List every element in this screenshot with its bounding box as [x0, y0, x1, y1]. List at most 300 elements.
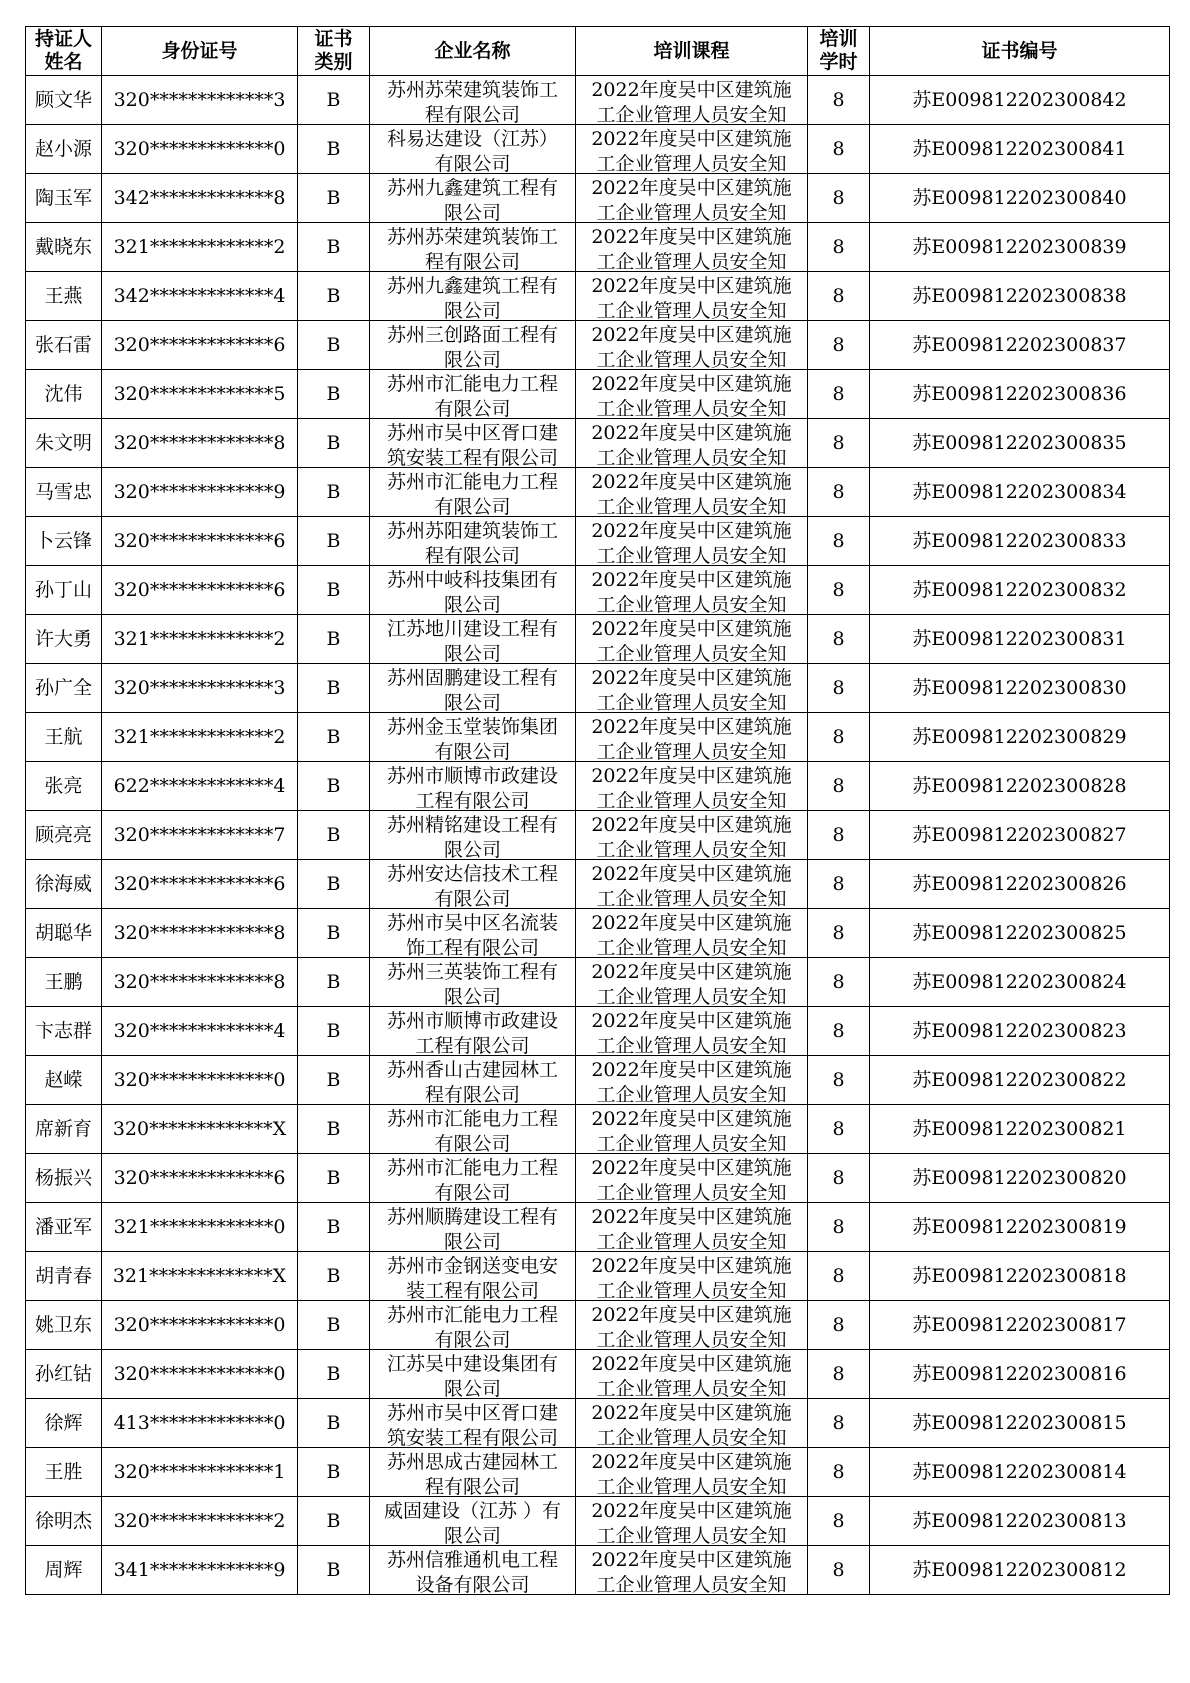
table-row [26, 1252, 1170, 1301]
course-line-1: 2022年度吴中区建筑施 [591, 372, 792, 395]
company-cell [370, 1399, 576, 1448]
company-line-1: 苏州市汇能电力工程 [386, 1107, 558, 1130]
course-line-1: 2022年度吴中区建筑施 [591, 960, 792, 983]
company-cell [370, 615, 576, 664]
hours-cell: 8 [808, 860, 870, 909]
company-cell [370, 664, 576, 713]
id-number-cell: 342*************4 [102, 272, 298, 321]
course-line-1: 2022年度吴中区建筑施 [591, 666, 792, 689]
company-line-2: 筑安装工程有限公司 [386, 446, 558, 467]
course-line-2: 工企业管理人员安全知 [596, 299, 787, 320]
hours-cell: 8 [808, 958, 870, 1007]
id-number-cell: 320*************3 [102, 664, 298, 713]
cert-type-cell: B [298, 223, 370, 272]
hours-cell: 8 [808, 909, 870, 958]
course-line-2: 工企业管理人员安全知 [596, 838, 787, 859]
cert-number-cell: 苏E009812202300828 [870, 762, 1170, 811]
holder-name-cell: 周辉 [26, 1546, 102, 1595]
table-row [26, 811, 1170, 860]
table-row [26, 713, 1170, 762]
cert-type-cell: B [298, 713, 370, 762]
course-cell [576, 1203, 808, 1252]
id-number-cell: 320*************6 [102, 321, 298, 370]
company-line-2: 程有限公司 [424, 103, 520, 124]
company-line-2: 有限公司 [434, 740, 511, 761]
table-row [26, 370, 1170, 419]
company-cell [370, 1546, 576, 1595]
course-line-1: 2022年度吴中区建筑施 [591, 715, 792, 738]
course-line-1: 2022年度吴中区建筑施 [591, 1548, 792, 1571]
hours-cell: 8 [808, 1301, 870, 1350]
cert-number-cell: 苏E009812202300821 [870, 1105, 1170, 1154]
holder-name-cell: 戴晓东 [26, 223, 102, 272]
id-number-cell: 320*************0 [102, 1301, 298, 1350]
company-line-1: 威固建设（江苏 ）有 [383, 1499, 562, 1522]
cert-type-cell: B [298, 811, 370, 860]
course-cell [576, 174, 808, 223]
company-cell [370, 1301, 576, 1350]
holder-name-cell: 姚卫东 [26, 1301, 102, 1350]
table-row [26, 1399, 1170, 1448]
hours-cell: 8 [808, 517, 870, 566]
id-number-cell: 320*************2 [102, 1497, 298, 1546]
company-line-1: 苏州固鹏建设工程有 [386, 666, 558, 689]
course-line-2: 工企业管理人员安全知 [596, 691, 787, 712]
id-number-cell: 321*************0 [102, 1203, 298, 1252]
company-cell [370, 909, 576, 958]
course-line-2: 工企业管理人员安全知 [596, 1181, 787, 1202]
company-line-2: 限公司 [443, 593, 501, 614]
table-row [26, 517, 1170, 566]
company-line-1: 苏州市汇能电力工程 [386, 1303, 558, 1326]
header-cert-type: 证书 类别 [298, 27, 370, 76]
company-cell [370, 1497, 576, 1546]
hours-cell: 8 [808, 1252, 870, 1301]
company-line-2: 有限公司 [434, 1181, 511, 1202]
company-line-1: 苏州市汇能电力工程 [386, 372, 558, 395]
course-line-2: 工企业管理人员安全知 [596, 985, 787, 1006]
cert-type-cell: B [298, 1399, 370, 1448]
hours-cell: 8 [808, 713, 870, 762]
course-cell [576, 419, 808, 468]
company-cell [370, 272, 576, 321]
id-number-cell: 320*************7 [102, 811, 298, 860]
cert-type-cell: B [298, 909, 370, 958]
id-number-cell: 320*************6 [102, 566, 298, 615]
holder-name-cell: 王胜 [26, 1448, 102, 1497]
id-number-cell: 320*************3 [102, 76, 298, 125]
hours-cell: 8 [808, 76, 870, 125]
table-row [26, 1203, 1170, 1252]
id-number-cell: 320*************0 [102, 125, 298, 174]
hours-cell: 8 [808, 1056, 870, 1105]
company-line-2: 工程有限公司 [415, 1034, 530, 1055]
hours-cell: 8 [808, 468, 870, 517]
company-line-1: 苏州市吴中区胥口建 [386, 421, 558, 444]
cert-type-cell: B [298, 1350, 370, 1399]
company-cell [370, 958, 576, 1007]
table-row [26, 1301, 1170, 1350]
course-cell [576, 1056, 808, 1105]
course-line-2: 工企业管理人员安全知 [596, 1083, 787, 1104]
course-cell [576, 223, 808, 272]
header-id-number: 身份证号 [102, 27, 298, 76]
table-row [26, 272, 1170, 321]
course-line-1: 2022年度吴中区建筑施 [591, 127, 792, 150]
cert-type-cell: B [298, 1056, 370, 1105]
company-line-2: 限公司 [443, 691, 501, 712]
header-hours: 培训 学时 [808, 27, 870, 76]
course-line-1: 2022年度吴中区建筑施 [591, 911, 792, 934]
company-line-2: 有限公司 [434, 887, 511, 908]
company-cell [370, 1154, 576, 1203]
course-line-2: 工企业管理人员安全知 [596, 544, 787, 565]
course-cell [576, 909, 808, 958]
company-cell [370, 223, 576, 272]
course-line-2: 工企业管理人员安全知 [596, 1230, 787, 1251]
hours-cell: 8 [808, 1007, 870, 1056]
company-line-2: 程有限公司 [424, 1083, 520, 1104]
cert-number-cell: 苏E009812202300814 [870, 1448, 1170, 1497]
company-cell [370, 419, 576, 468]
course-line-1: 2022年度吴中区建筑施 [591, 1450, 792, 1473]
company-line-1: 苏州金玉堂装饰集团 [386, 715, 558, 738]
course-cell [576, 860, 808, 909]
company-line-2: 有限公司 [434, 152, 511, 173]
company-line-1: 苏州三创路面工程有 [386, 323, 558, 346]
cert-type-cell: B [298, 1448, 370, 1497]
holder-name-cell: 孙广全 [26, 664, 102, 713]
cert-number-cell: 苏E009812202300826 [870, 860, 1170, 909]
course-cell [576, 1301, 808, 1350]
company-line-2: 限公司 [443, 299, 501, 320]
table-row [26, 321, 1170, 370]
course-line-2: 工企业管理人员安全知 [596, 1132, 787, 1153]
company-line-1: 苏州九鑫建筑工程有 [386, 274, 558, 297]
holder-name-cell: 张石雷 [26, 321, 102, 370]
id-number-cell: 320*************8 [102, 958, 298, 1007]
cert-type-cell: B [298, 174, 370, 223]
company-cell [370, 321, 576, 370]
hours-cell: 8 [808, 566, 870, 615]
company-line-1: 苏州苏阳建筑装饰工 [386, 519, 558, 542]
company-line-2: 程有限公司 [424, 544, 520, 565]
course-line-1: 2022年度吴中区建筑施 [591, 176, 792, 199]
course-line-2: 工企业管理人员安全知 [596, 1426, 787, 1447]
course-line-2: 工企业管理人员安全知 [596, 1475, 787, 1496]
course-line-1: 2022年度吴中区建筑施 [591, 1205, 792, 1228]
hours-cell: 8 [808, 1399, 870, 1448]
hours-cell: 8 [808, 762, 870, 811]
company-line-2: 饰工程有限公司 [405, 936, 539, 957]
id-number-cell: 320*************6 [102, 517, 298, 566]
course-line-2: 工企业管理人员安全知 [596, 250, 787, 271]
company-cell [370, 1252, 576, 1301]
course-cell [576, 1448, 808, 1497]
id-number-cell: 320*************6 [102, 1154, 298, 1203]
course-line-2: 工企业管理人员安全知 [596, 936, 787, 957]
company-cell [370, 860, 576, 909]
company-line-1: 苏州市顺博市政建设 [386, 1009, 558, 1032]
cert-type-cell: B [298, 76, 370, 125]
holder-name-cell: 卜云锋 [26, 517, 102, 566]
course-cell [576, 762, 808, 811]
course-line-1: 2022年度吴中区建筑施 [591, 568, 792, 591]
company-cell [370, 1105, 576, 1154]
table-row [26, 1448, 1170, 1497]
company-line-1: 苏州苏荣建筑装饰工 [386, 225, 558, 248]
holder-name-cell: 朱文明 [26, 419, 102, 468]
holder-name-cell: 卞志群 [26, 1007, 102, 1056]
company-line-2: 限公司 [443, 642, 501, 663]
course-line-2: 工企业管理人员安全知 [596, 446, 787, 467]
cert-number-cell: 苏E009812202300836 [870, 370, 1170, 419]
course-cell [576, 76, 808, 125]
header-course: 培训课程 [576, 27, 808, 76]
table-row [26, 1350, 1170, 1399]
cert-type-cell: B [298, 860, 370, 909]
id-number-cell: 320*************5 [102, 370, 298, 419]
holder-name-cell: 潘亚军 [26, 1203, 102, 1252]
course-cell [576, 272, 808, 321]
table-row [26, 664, 1170, 713]
course-cell [576, 321, 808, 370]
table-row [26, 125, 1170, 174]
cert-number-cell: 苏E009812202300837 [870, 321, 1170, 370]
company-line-2: 限公司 [443, 1524, 501, 1545]
table-row [26, 76, 1170, 125]
company-line-1: 苏州顺腾建设工程有 [386, 1205, 558, 1228]
course-line-2: 工企业管理人员安全知 [596, 642, 787, 663]
cert-number-cell: 苏E009812202300818 [870, 1252, 1170, 1301]
cert-number-cell: 苏E009812202300815 [870, 1399, 1170, 1448]
company-line-1: 苏州信雅通机电工程 [386, 1548, 558, 1571]
cert-number-cell: 苏E009812202300819 [870, 1203, 1170, 1252]
company-cell [370, 174, 576, 223]
table-row [26, 223, 1170, 272]
company-line-1: 苏州精铭建设工程有 [386, 813, 558, 836]
id-number-cell: 320*************9 [102, 468, 298, 517]
course-line-1: 2022年度吴中区建筑施 [591, 421, 792, 444]
course-line-1: 2022年度吴中区建筑施 [591, 1058, 792, 1081]
table-row [26, 1546, 1170, 1595]
cert-number-cell: 苏E009812202300840 [870, 174, 1170, 223]
course-line-1: 2022年度吴中区建筑施 [591, 519, 792, 542]
holder-name-cell: 徐辉 [26, 1399, 102, 1448]
holder-name-cell: 王燕 [26, 272, 102, 321]
holder-name-cell: 陶玉军 [26, 174, 102, 223]
company-line-2: 限公司 [443, 838, 501, 859]
cert-type-cell: B [298, 566, 370, 615]
company-line-2: 有限公司 [434, 397, 511, 418]
cert-number-cell: 苏E009812202300813 [870, 1497, 1170, 1546]
cert-type-cell: B [298, 468, 370, 517]
course-line-2: 工企业管理人员安全知 [596, 1573, 787, 1594]
table-row [26, 1105, 1170, 1154]
hours-cell: 8 [808, 370, 870, 419]
course-line-1: 2022年度吴中区建筑施 [591, 813, 792, 836]
company-cell [370, 76, 576, 125]
cert-number-cell: 苏E009812202300825 [870, 909, 1170, 958]
cert-number-cell: 苏E009812202300824 [870, 958, 1170, 1007]
cert-number-cell: 苏E009812202300822 [870, 1056, 1170, 1105]
cert-number-cell: 苏E009812202300827 [870, 811, 1170, 860]
hours-cell: 8 [808, 419, 870, 468]
course-line-1: 2022年度吴中区建筑施 [591, 1009, 792, 1032]
certificate-roster-table [25, 26, 1170, 1595]
company-line-1: 江苏地川建设工程有 [386, 617, 558, 640]
table-row [26, 860, 1170, 909]
course-cell [576, 468, 808, 517]
holder-name-cell: 杨振兴 [26, 1154, 102, 1203]
course-cell [576, 1546, 808, 1595]
id-number-cell: 320*************1 [102, 1448, 298, 1497]
holder-name-cell: 张亮 [26, 762, 102, 811]
company-cell [370, 811, 576, 860]
course-line-2: 工企业管理人员安全知 [596, 1524, 787, 1545]
cert-type-cell: B [298, 1154, 370, 1203]
holder-name-cell: 胡聪华 [26, 909, 102, 958]
table-row [26, 1497, 1170, 1546]
course-line-1: 2022年度吴中区建筑施 [591, 470, 792, 493]
cert-number-cell: 苏E009812202300830 [870, 664, 1170, 713]
cert-type-cell: B [298, 370, 370, 419]
course-line-1: 2022年度吴中区建筑施 [591, 225, 792, 248]
course-cell [576, 1252, 808, 1301]
company-line-1: 苏州思成古建园林工 [386, 1450, 558, 1473]
course-line-1: 2022年度吴中区建筑施 [591, 78, 792, 101]
course-line-2: 工企业管理人员安全知 [596, 887, 787, 908]
cert-number-cell: 苏E009812202300816 [870, 1350, 1170, 1399]
table-row [26, 1056, 1170, 1105]
cert-number-cell: 苏E009812202300831 [870, 615, 1170, 664]
company-line-2: 有限公司 [434, 495, 511, 516]
company-line-2: 限公司 [443, 201, 501, 222]
hours-cell: 8 [808, 664, 870, 713]
company-line-1: 江苏吴中建设集团有 [386, 1352, 558, 1375]
cert-type-cell: B [298, 1497, 370, 1546]
course-line-1: 2022年度吴中区建筑施 [591, 1254, 792, 1277]
table-row [26, 1154, 1170, 1203]
company-line-2: 限公司 [443, 348, 501, 369]
table-row [26, 174, 1170, 223]
holder-name-cell: 沈伟 [26, 370, 102, 419]
table-body [26, 76, 1170, 1595]
company-line-2: 程有限公司 [424, 1475, 520, 1496]
hours-cell: 8 [808, 125, 870, 174]
table-row [26, 566, 1170, 615]
company-line-1: 苏州香山古建园林工 [386, 1058, 558, 1081]
id-number-cell: 413*************0 [102, 1399, 298, 1448]
id-number-cell: 321*************2 [102, 223, 298, 272]
holder-name-cell: 席新育 [26, 1105, 102, 1154]
cert-number-cell: 苏E009812202300832 [870, 566, 1170, 615]
hours-cell: 8 [808, 1546, 870, 1595]
id-number-cell: 320*************0 [102, 1350, 298, 1399]
cert-number-cell: 苏E009812202300817 [870, 1301, 1170, 1350]
course-cell [576, 566, 808, 615]
id-number-cell: 321*************X [102, 1252, 298, 1301]
company-line-2: 程有限公司 [424, 250, 520, 271]
company-line-2: 有限公司 [434, 1328, 511, 1349]
company-line-1: 苏州中岐科技集团有 [386, 568, 558, 591]
cert-type-cell: B [298, 1301, 370, 1350]
id-number-cell: 321*************2 [102, 615, 298, 664]
course-cell [576, 811, 808, 860]
course-line-2: 工企业管理人员安全知 [596, 789, 787, 810]
holder-name-cell: 孙红钴 [26, 1350, 102, 1399]
course-line-1: 2022年度吴中区建筑施 [591, 617, 792, 640]
company-line-1: 苏州市吴中区胥口建 [386, 1401, 558, 1424]
cert-number-cell: 苏E009812202300812 [870, 1546, 1170, 1595]
cert-number-cell: 苏E009812202300841 [870, 125, 1170, 174]
holder-name-cell: 顾亮亮 [26, 811, 102, 860]
header-holder-name: 持证人 姓名 [26, 27, 102, 76]
id-number-cell: 321*************2 [102, 713, 298, 762]
id-number-cell: 342*************8 [102, 174, 298, 223]
company-line-2: 筑安装工程有限公司 [386, 1426, 558, 1447]
course-line-2: 工企业管理人员安全知 [596, 103, 787, 124]
course-cell [576, 1497, 808, 1546]
course-line-1: 2022年度吴中区建筑施 [591, 764, 792, 787]
table-row [26, 958, 1170, 1007]
company-cell [370, 370, 576, 419]
course-cell [576, 1105, 808, 1154]
company-cell [370, 762, 576, 811]
course-line-2: 工企业管理人员安全知 [596, 152, 787, 173]
company-line-1: 科易达建设（江苏） [386, 127, 558, 150]
cert-type-cell: B [298, 1007, 370, 1056]
id-number-cell: 341*************9 [102, 1546, 298, 1595]
hours-cell: 8 [808, 1203, 870, 1252]
header-cert-number: 证书编号 [870, 27, 1170, 76]
hours-cell: 8 [808, 174, 870, 223]
hours-cell: 8 [808, 321, 870, 370]
id-number-cell: 320*************X [102, 1105, 298, 1154]
course-cell [576, 615, 808, 664]
course-cell [576, 664, 808, 713]
company-cell [370, 1203, 576, 1252]
cert-type-cell: B [298, 958, 370, 1007]
company-cell [370, 517, 576, 566]
company-cell [370, 1448, 576, 1497]
course-line-1: 2022年度吴中区建筑施 [591, 323, 792, 346]
course-line-1: 2022年度吴中区建筑施 [591, 1352, 792, 1375]
company-cell [370, 713, 576, 762]
table-row [26, 909, 1170, 958]
course-line-1: 2022年度吴中区建筑施 [591, 1303, 792, 1326]
table-header-row [26, 27, 1170, 76]
id-number-cell: 320*************6 [102, 860, 298, 909]
course-cell [576, 1399, 808, 1448]
company-line-1: 苏州苏荣建筑装饰工 [386, 78, 558, 101]
company-line-2: 装工程有限公司 [405, 1279, 539, 1300]
company-cell [370, 468, 576, 517]
hours-cell: 8 [808, 1350, 870, 1399]
company-line-2: 工程有限公司 [415, 789, 530, 810]
course-line-2: 工企业管理人员安全知 [596, 397, 787, 418]
company-line-1: 苏州市吴中区名流装 [386, 911, 558, 934]
holder-name-cell: 王鹏 [26, 958, 102, 1007]
course-cell [576, 370, 808, 419]
company-cell [370, 566, 576, 615]
holder-name-cell: 徐海威 [26, 860, 102, 909]
holder-name-cell: 顾文华 [26, 76, 102, 125]
company-cell [370, 1056, 576, 1105]
cert-type-cell: B [298, 321, 370, 370]
cert-type-cell: B [298, 1203, 370, 1252]
course-line-2: 工企业管理人员安全知 [596, 1328, 787, 1349]
